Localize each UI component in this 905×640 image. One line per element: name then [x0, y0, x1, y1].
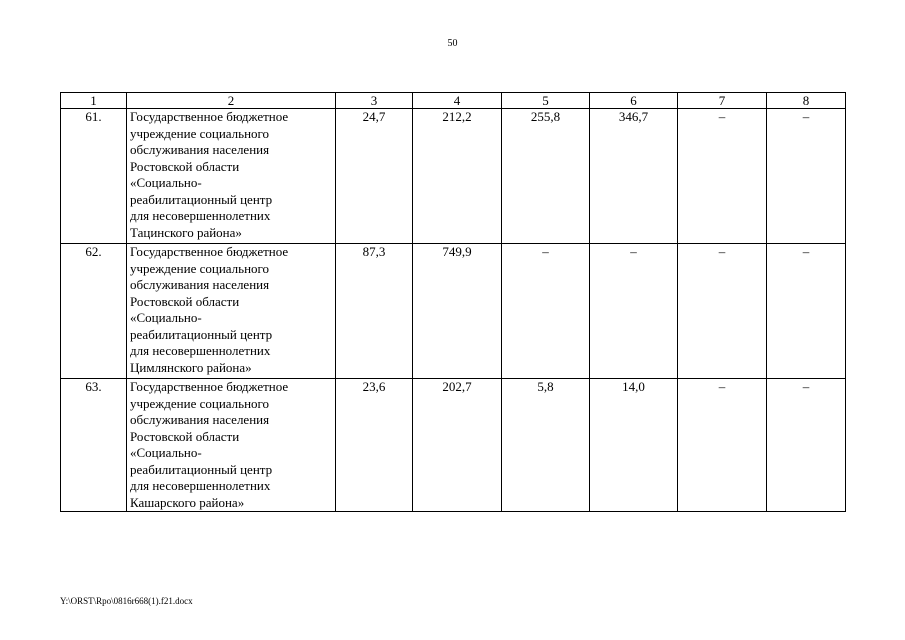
value-cell: –: [678, 244, 767, 379]
value-cell: 23,6: [336, 379, 413, 512]
row-number: 63.: [61, 379, 127, 512]
row-number: 61.: [61, 109, 127, 244]
value-cell: 24,7: [336, 109, 413, 244]
institution-name: Государственное бюджетное учреждение социального обслуживания населения Ростовской области «Социально- реабилитационный центр для несовершеннолетних Кашарского района»: [127, 379, 336, 512]
value-cell: –: [767, 379, 846, 512]
value-cell: 749,9: [413, 244, 502, 379]
value-cell: –: [767, 244, 846, 379]
value-cell: 14,0: [590, 379, 678, 512]
column-header: 1: [61, 93, 127, 109]
column-header: 3: [336, 93, 413, 109]
page-number: 50: [447, 38, 458, 49]
footer-file-path: Y:\ORST\Rpo\0816r668(1).f21.docx: [60, 596, 193, 606]
value-cell: 346,7: [590, 109, 678, 244]
table-row: [61, 379, 846, 512]
row-number: 62.: [61, 244, 127, 379]
institution-name: Государственное бюджетное учреждение социального обслуживания населения Ростовской области «Социально- реабилитационный центр для несовершеннолетних Тацинского района»: [127, 109, 336, 244]
value-cell: 202,7: [413, 379, 502, 512]
institution-name: Государственное бюджетное учреждение социального обслуживания населения Ростовской области «Социально- реабилитационный центр для несовершеннолетних Цимлянского района»: [127, 244, 336, 379]
value-cell: 87,3: [336, 244, 413, 379]
value-cell: –: [590, 244, 678, 379]
value-cell: –: [502, 244, 590, 379]
column-header: 6: [590, 93, 678, 109]
value-cell: –: [678, 109, 767, 244]
value-cell: 255,8: [502, 109, 590, 244]
value-cell: 5,8: [502, 379, 590, 512]
table-row: [61, 109, 846, 244]
table-row: [61, 244, 846, 379]
column-header: 5: [502, 93, 590, 109]
column-header: 4: [413, 93, 502, 109]
value-cell: 212,2: [413, 109, 502, 244]
value-cell: –: [767, 109, 846, 244]
table-header-row: [61, 93, 846, 109]
column-header: 8: [767, 93, 846, 109]
column-header: 7: [678, 93, 767, 109]
data-table: [60, 92, 846, 512]
value-cell: –: [678, 379, 767, 512]
column-header: 2: [127, 93, 336, 109]
